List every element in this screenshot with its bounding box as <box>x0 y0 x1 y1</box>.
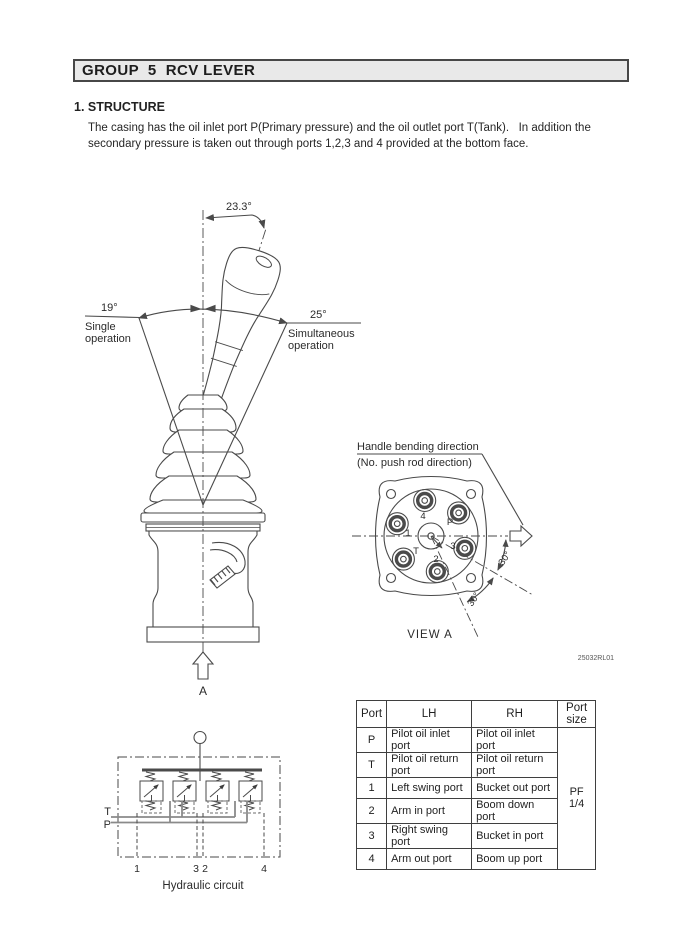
view-a-arrow <box>193 652 213 679</box>
left-operation-label-2: operation <box>85 333 131 345</box>
header-port-size: Port size <box>558 701 596 728</box>
port-drop-lines <box>137 813 264 857</box>
cell-rh: Pilot oil inlet port <box>472 728 558 753</box>
cell-port-size: PF 1/4 <box>558 728 596 870</box>
cell-rh: Boom down port <box>472 798 558 823</box>
section-heading: 1. STRUCTURE <box>74 100 165 114</box>
view-a-arrow-label: A <box>198 684 208 698</box>
cell-port: P <box>357 728 387 753</box>
circuit-port-1: 1 <box>134 863 140 875</box>
cell-rh: Boom up port <box>472 848 558 869</box>
page-title: GROUP 5 RCV LEVER <box>73 59 629 82</box>
left-dim-line <box>85 316 140 318</box>
cell-port: 2 <box>357 798 387 823</box>
cell-port: T <box>357 753 387 778</box>
header-lh: LH <box>387 701 472 728</box>
cell-lh: Pilot oil return port <box>387 753 472 778</box>
arc-center-arrow-left <box>191 306 200 312</box>
right-angle-label: 25° <box>310 309 327 321</box>
left-angle-label: 19° <box>101 302 118 314</box>
right-operation-label-2: operation <box>288 340 334 352</box>
body-paragraph <box>88 120 633 152</box>
cell-lh: Arm in port <box>387 798 472 823</box>
port-label-p: P <box>446 517 454 528</box>
pressure-reducing-valves <box>140 772 262 813</box>
cell-rh: Pilot oil return port <box>472 753 558 778</box>
left-operation-label-1: Single <box>85 321 116 333</box>
right-operation-label-1: Simultaneous <box>288 328 355 340</box>
cell-lh: Left swing port <box>387 778 472 799</box>
port-label-t: T <box>413 546 419 557</box>
body-line-2: secondary pressure is taken out through ports 1,2,3 and 4 provided at the bottom face. <box>88 138 529 150</box>
port-table <box>356 700 596 870</box>
figure-code: 25032RL01 <box>577 655 614 662</box>
view-a-caption-2: (No. push rod direction) <box>357 457 472 469</box>
cell-rh: Bucket in port <box>472 823 558 848</box>
hydraulic-circuit-drawing <box>95 725 310 900</box>
spring <box>146 772 155 781</box>
circuit-label-t: T <box>104 806 111 818</box>
lever-knob <box>194 732 206 744</box>
cell-port: 3 <box>357 823 387 848</box>
handle-grip <box>183 243 284 416</box>
table-header-row <box>357 701 596 728</box>
spring <box>179 801 188 810</box>
spring <box>212 801 221 810</box>
cell-lh: Arm out port <box>387 848 472 869</box>
angle-30-upper-label: 30° <box>496 549 514 568</box>
cell-rh: Bucket out port <box>472 778 558 799</box>
caption-leader-line <box>482 454 523 525</box>
header-rh: RH <box>472 701 558 728</box>
rcv-lever-drawing <box>60 190 372 702</box>
spring <box>212 772 221 781</box>
port-label-1: 1 <box>405 528 411 539</box>
top-angle-arc <box>206 215 264 228</box>
view-a-caption-1: Handle bending direction <box>357 441 479 453</box>
cell-lh: Right swing port <box>387 823 472 848</box>
body-line-1: The casing has the oil inlet port P(Primary pressure) and the oil outlet port T(Tank). In addition the <box>88 122 591 134</box>
port-label-3: 3 <box>450 541 456 552</box>
spring <box>146 801 155 810</box>
circuit-caption: Hydraulic circuit <box>162 880 244 892</box>
cell-port: 4 <box>357 848 387 869</box>
port-label-2: 2 <box>433 554 439 565</box>
circuit-label-p: P <box>103 819 111 831</box>
header-port: Port <box>357 701 387 728</box>
cell-lh: Pilot oil inlet port <box>387 728 472 753</box>
arc-center-arrow-right <box>206 306 215 312</box>
cell-port: 1 <box>357 778 387 799</box>
view-a-drawing <box>350 435 650 650</box>
circuit-port-3: 3 <box>193 863 199 875</box>
angle-30-lower-label: 30° <box>465 590 483 609</box>
circuit-port-4: 4 <box>261 863 267 875</box>
top-angle-label: 23.3° <box>226 201 252 213</box>
bending-direction-arrow <box>510 526 532 546</box>
circuit-port-2: 2 <box>202 863 208 875</box>
spring <box>179 772 188 781</box>
spring <box>245 772 254 781</box>
view-a-title: VIEW A <box>407 629 453 641</box>
table-row <box>357 728 596 753</box>
port-label-4: 4 <box>420 511 426 522</box>
